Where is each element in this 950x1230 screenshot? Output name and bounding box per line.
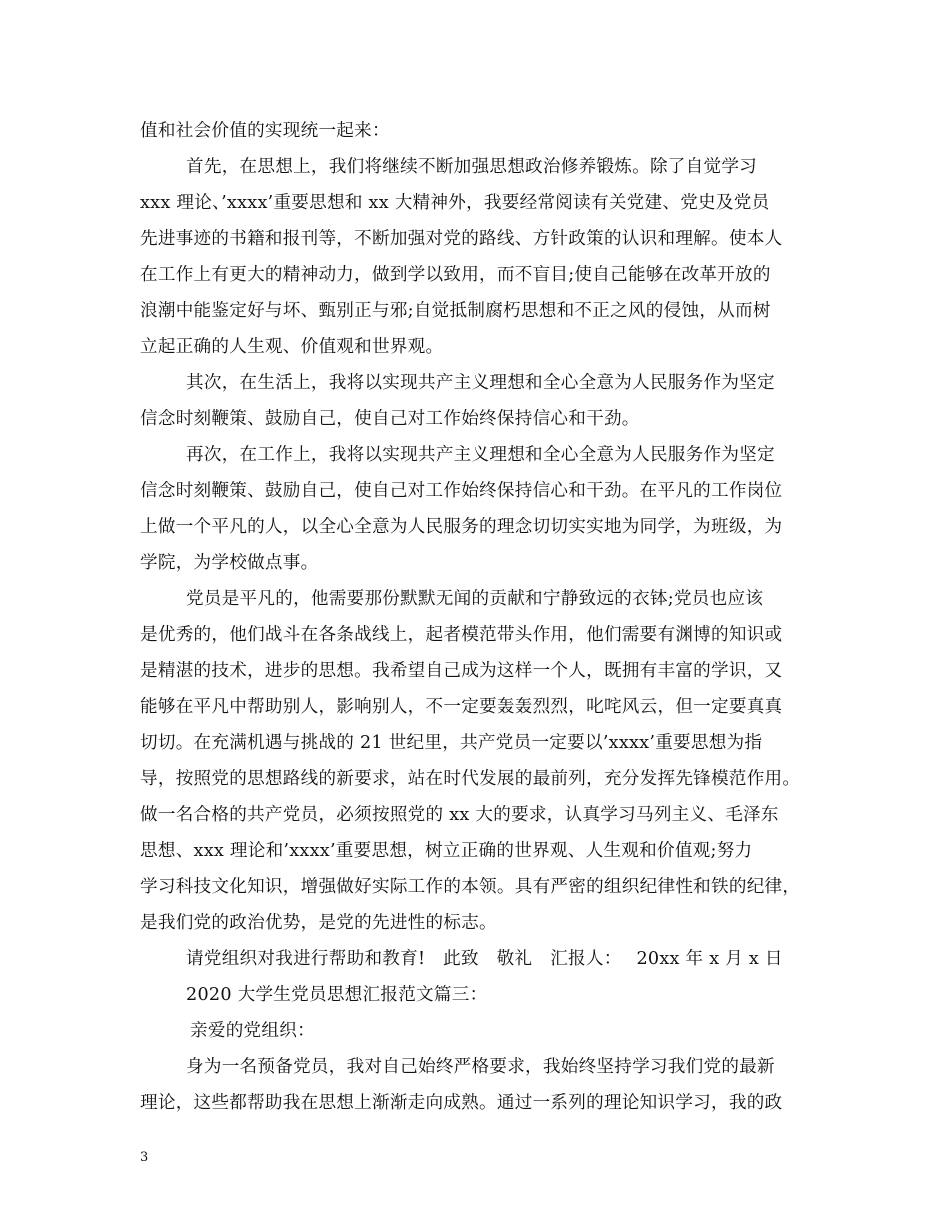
text-line: 值和社会价值的实现统一起来： bbox=[140, 121, 390, 141]
text-line: 能够在平凡中帮助别人，影响别人，不一定要轰轰烈烈，叱咤风云，但一定要真真 bbox=[140, 697, 783, 717]
text-line: 是精湛的技术，进步的思想。我希望自己成为这样一个人，既拥有丰富的学识，又 bbox=[140, 661, 783, 681]
text-line: 学院，为学校做点事。 bbox=[140, 553, 319, 573]
text-line: 浪潮中能鉴定好与坏、甄别正与邪;自觉抵制腐朽思想和不正之风的侵蚀，从而树 bbox=[140, 301, 771, 321]
text-line: 做一名合格的共产党员，必须按照党的 xx 大的要求，认真学习马列主义、毛泽东 bbox=[140, 805, 779, 825]
document-body bbox=[140, 113, 830, 1121]
text-line: 信念时刻鞭策、鼓励自己，使自己对工作始终保持信心和干劲。在平凡的工作岗位 bbox=[140, 481, 783, 501]
text-line: 其次，在生活上，我将以实现共产主义理想和全心全意为人民服务作为坚定 bbox=[186, 373, 775, 393]
text-line: xxx 理论、’xxxx’重要思想和 xx 大精神外，我要经常阅读有关党建、党史及党员 bbox=[140, 193, 770, 213]
closing-line: 请党组织对我进行帮助和教育! 此致 敬礼 汇报人： 20xx 年 x 月 x 日 bbox=[186, 949, 783, 969]
page-number: 3 bbox=[140, 1150, 149, 1165]
text-line: 是我们党的政治优势，是党的先进性的标志。 bbox=[140, 913, 497, 933]
text-line: 学习科技文化知识，增强做好实际工作的本领。具有严密的组织纪律性和铁的纪律， bbox=[140, 877, 801, 897]
text-line: 立起正确的人生观、价值观和世界观。 bbox=[140, 337, 444, 357]
text-line: 导，按照党的思想路线的新要求，站在时代发展的最前列，充分发挥先锋模范作用。 bbox=[140, 769, 801, 789]
text-line: 是优秀的，他们战斗在各条战线上，起者模范带头作用，他们需要有渊博的知识或 bbox=[140, 625, 783, 645]
text-line: 思想、xxx 理论和’xxxx’重要思想，树立正确的世界观、人生观和价值观;努力 bbox=[140, 841, 753, 861]
text-line: 党员是平凡的，他需要那份默默无闻的贡献和宁静致远的衣钵;党员也应该 bbox=[186, 589, 764, 609]
text-line: 信念时刻鞭策、鼓励自己，使自己对工作始终保持信心和干劲。 bbox=[140, 409, 640, 429]
text-line: 在工作上有更大的精神动力，做到学以致用，而不盲目;使自己能够在改革开放的 bbox=[140, 265, 771, 285]
text-line: 再次，在工作上，我将以实现共产主义理想和全心全意为人民服务作为坚定 bbox=[186, 445, 775, 465]
salutation: 亲爱的党组织： bbox=[190, 1021, 315, 1041]
text-line: 先进事迹的书籍和报刊等，不断加强对党的路线、方针政策的认识和理解。使本人 bbox=[140, 229, 783, 249]
section-heading: 2020 大学生党员思想汇报范文篇三： bbox=[186, 985, 488, 1005]
text-line: 身为一名预备党员，我对自己始终严格要求，我始终坚持学习我们党的最新 bbox=[186, 1057, 775, 1077]
text-line: 理论，这些都帮助我在思想上渐渐走向成熟。通过一系列的理论知识学习，我的政 bbox=[140, 1093, 783, 1113]
text-line: 上做一个平凡的人，以全心全意为人民服务的理念切切实实地为同学，为班级，为 bbox=[140, 517, 783, 537]
text-line: 首先，在思想上，我们将继续不断加强思想政治修养锻炼。除了自觉学习 bbox=[186, 157, 758, 177]
text-line: 切切。在充满机遇与挑战的 21 世纪里，共产党员一定要以’xxxx’重要思想为指 bbox=[140, 733, 763, 753]
